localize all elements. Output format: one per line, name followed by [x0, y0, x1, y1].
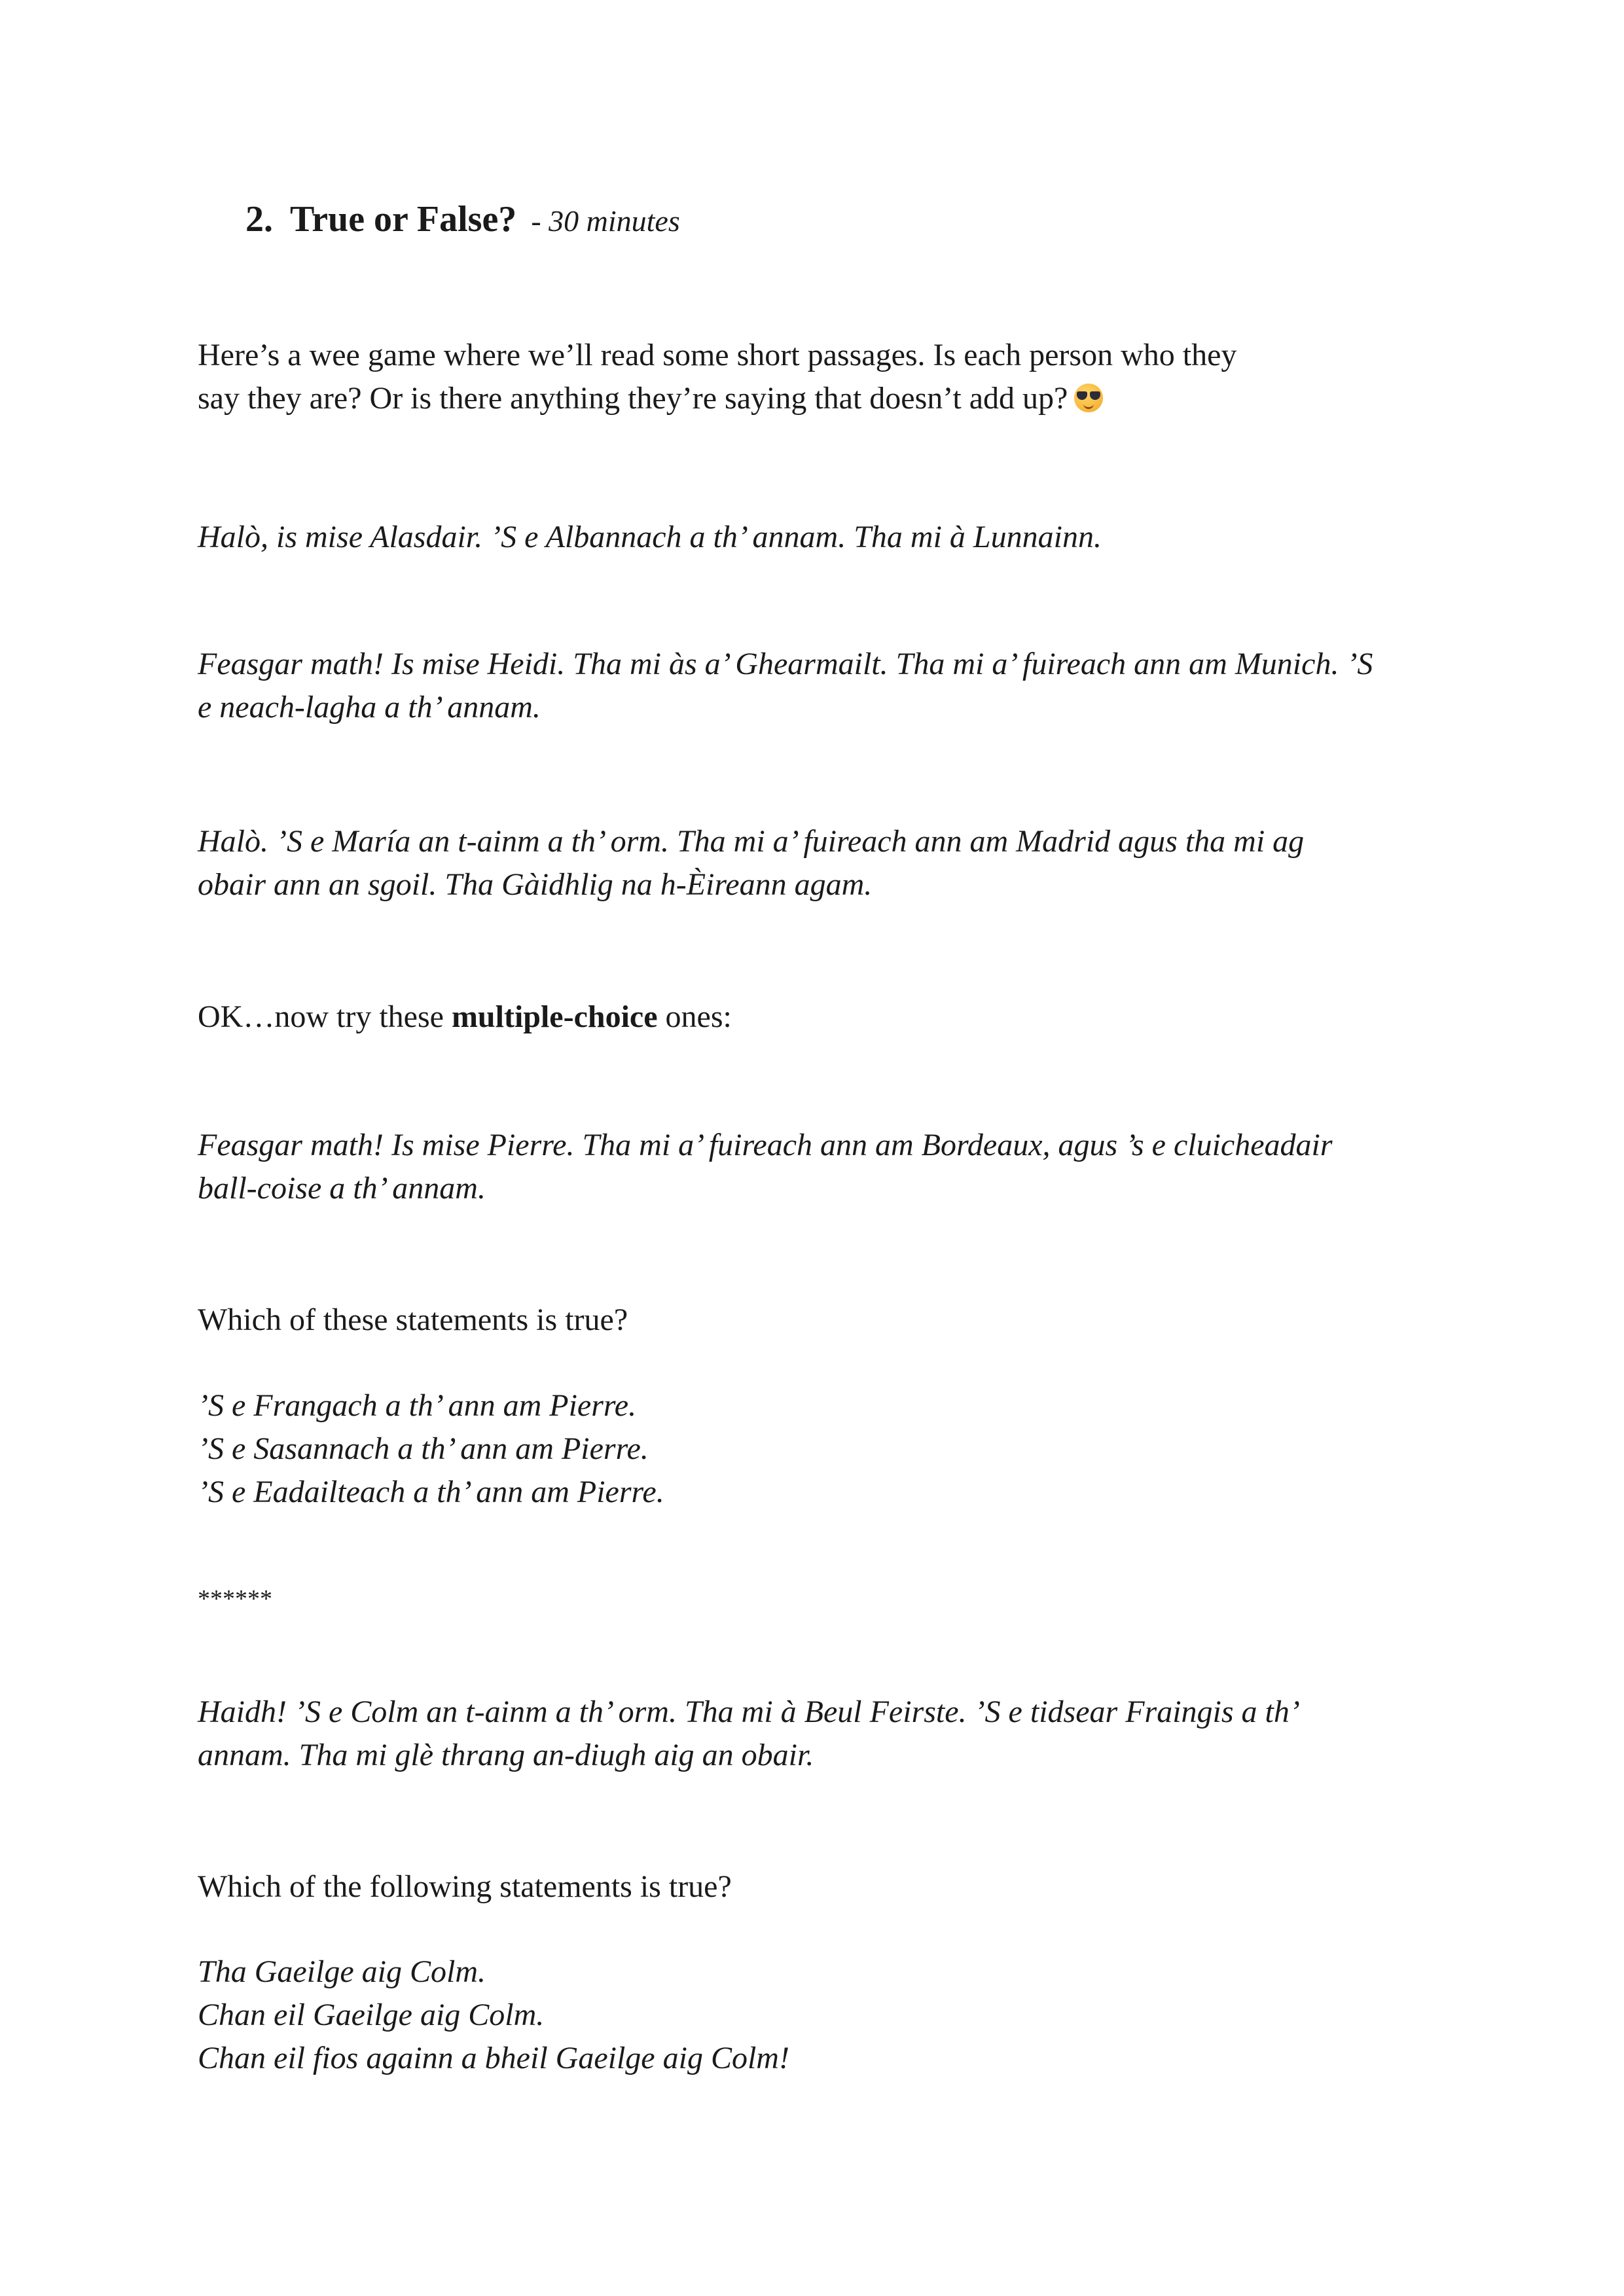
passage-heidi — [198, 643, 1441, 729]
mc-intro-text-end: ones: — [657, 999, 732, 1034]
mc-intro-bold: multiple-choice — [451, 999, 658, 1034]
option-item: ’S e Sasannach a th’ ann am Pierre. — [198, 1431, 649, 1466]
intro-paragraph — [198, 334, 1441, 420]
passage-line: annam. Tha mi glè thrang an-diugh aig an obair. — [198, 1738, 814, 1772]
intro-line — [198, 377, 1441, 420]
passage-line: Halò, is mise Alasdair. ’S e Albannach a th’ annam. Tha mi à Lunnainn. — [198, 520, 1102, 554]
options-colm — [198, 1950, 1441, 2080]
passage-maria — [198, 820, 1441, 906]
option-item: Chan eil Gaeilge aig Colm. — [198, 1998, 545, 2032]
question-text: Which of the following statements is true? — [198, 1869, 732, 1904]
option-item: Chan eil fios againn a bheil Gaeilge aig Colm! — [198, 2041, 789, 2075]
smiling-face-with-sunglasses-icon — [1074, 384, 1103, 412]
option-item: ’S e Eadailteach a th’ ann am Pierre. — [198, 1475, 664, 1509]
option-item: ’S e Frangach a th’ ann am Pierre. — [198, 1388, 637, 1423]
passage-colm — [198, 1691, 1441, 1777]
section-title: True or False? — [290, 199, 517, 240]
passage-line: e neach-lagha a th’ annam. — [198, 690, 541, 725]
passage-line: Feasgar math! Is mise Pierre. Tha mi a’ fuireach ann am Bordeaux, agus ’s e cluicheadair — [198, 1128, 1333, 1162]
intro-line: Here’s a wee game where we’ll read some short passages. Is each person who they — [198, 338, 1237, 372]
section-number: 2. — [245, 199, 273, 240]
passage-pierre — [198, 1124, 1441, 1210]
options-pierre — [198, 1384, 1441, 1514]
option-item: Tha Gaeilge aig Colm. — [198, 1954, 486, 1989]
intro-line-text: say they are? Or is there anything they’re saying that doesn’t add up? — [198, 381, 1068, 416]
passage-line: ball-coise a th’ annam. — [198, 1171, 486, 1206]
separator: ****** — [198, 1585, 272, 1613]
multiple-choice-intro — [198, 996, 1441, 1039]
passage-alasdair — [198, 516, 1441, 559]
question-pierre — [198, 1299, 1441, 1342]
mc-intro-text: OK…now try these — [198, 999, 452, 1034]
question-text: Which of these statements is true? — [198, 1302, 628, 1337]
passage-line: Halò. ’S e María an t-ainm a th’ orm. Tha mi a’ fuireach ann am Madrid agus tha mi ag — [198, 824, 1305, 859]
passage-line: Feasgar math! Is mise Heidi. Tha mi às a’ Ghearmailt. Tha mi a’ fuireach ann am Munich. ’S — [198, 647, 1373, 681]
passage-line: Haidh! ’S e Colm an t-ainm a th’ orm. Tha mi à Beul Feirste. ’S e tidsear Fraingis a th’ — [198, 1695, 1300, 1729]
passage-line: obair ann an sgoil. Tha Gàidhlig na h-Èireann agam. — [198, 867, 873, 902]
question-colm — [198, 1865, 1441, 1909]
section-duration: - 30 minutes — [531, 204, 680, 238]
section-heading — [245, 196, 680, 244]
